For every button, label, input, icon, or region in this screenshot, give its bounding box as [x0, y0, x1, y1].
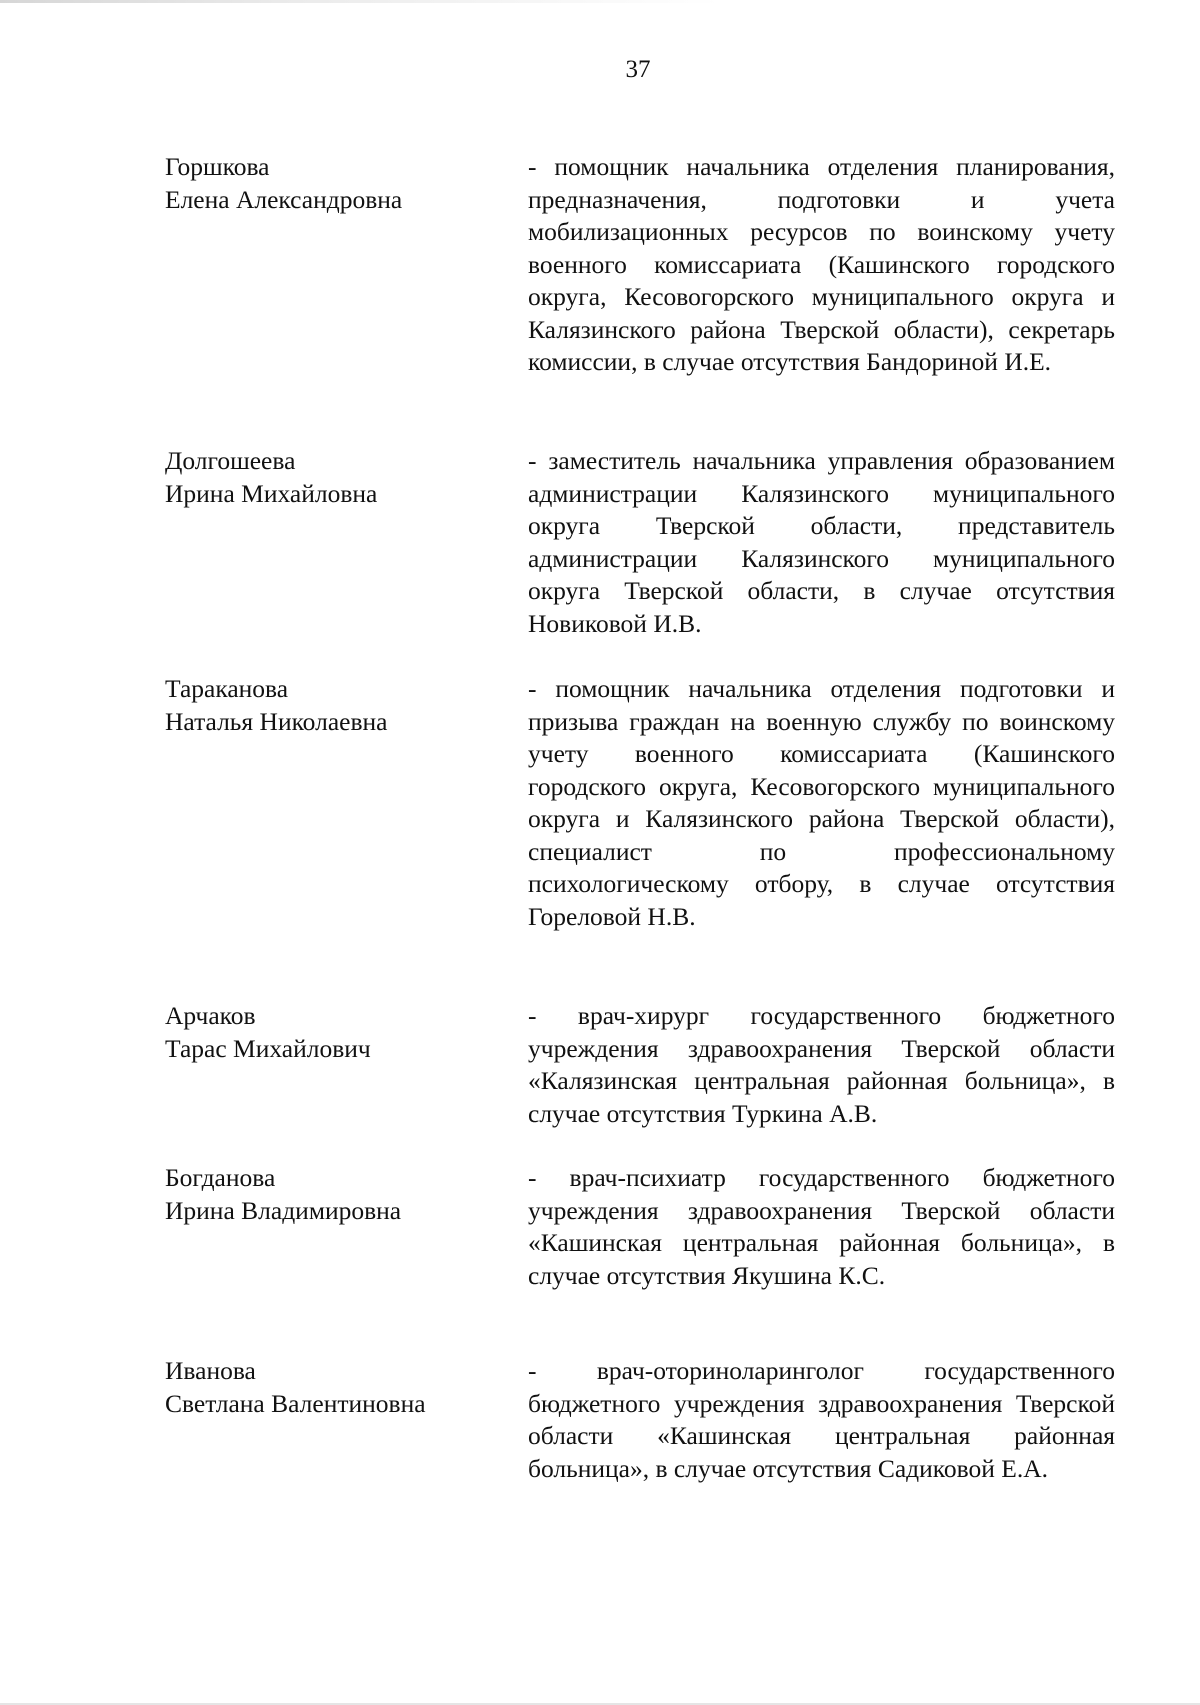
member-name	[165, 445, 505, 510]
member-role: - помощник начальника отделения подготовки и призыва граждан на военную службу по воинскому учету военного комиссариата (Кашинского городского округа, Кесовогорского муниципального округа и Калязинского района Тверской области), специалист по профессиональному психологическому отбору, в случае отсутствия Гореловой Н.В.	[528, 674, 1115, 931]
member-name	[165, 1000, 505, 1065]
page-number: 37	[625, 56, 651, 83]
member-role: - врач-оториноларинголог государственного бюджетного учреждения здравоохранения Тверской области «Кашинская центральная районная больница», в случае отсутствия Садиковой Е.А.	[528, 1356, 1115, 1483]
member-name	[165, 1355, 505, 1420]
member-name	[165, 1162, 505, 1227]
member-given-names: Наталья Николаевна	[165, 706, 388, 736]
member-surname: Тараканова	[165, 674, 289, 703]
member-surname: Иванова	[165, 1356, 256, 1385]
member-role: - помощник начальника отделения планирования, предназначения, подготовки и учета мобилизационных ресурсов по воинскому учету военного комиссариата (Кашинского городского округа, Кесовогорского муниципального округа и Калязинского района Тверской области), секретарь комиссии, в случае отсутствия Бандориной И.Е.	[528, 152, 1115, 376]
member-given-names: Светлана Валентиновна	[165, 1388, 426, 1418]
member-surname: Горшкова	[165, 152, 270, 181]
scan-edge-top	[0, 0, 720, 3]
member-given-names: Ирина Михайловна	[165, 478, 378, 508]
member-given-names: Тарас Михайлович	[165, 1033, 371, 1063]
member-surname: Долгошеева	[165, 446, 296, 475]
member-name	[165, 151, 505, 216]
member-role: - врач-хирург государственного бюджетного учреждения здравоохранения Тверской области «Калязинская центральная районная больница», в случае отсутствия Туркина А.В.	[528, 1001, 1115, 1128]
member-given-names: Ирина Владимировна	[165, 1195, 402, 1225]
member-role: - заместитель начальника управления образованием администрации Калязинского муниципального округа Тверской области, представитель администрации Калязинского муниципального округа Тверской области, в случае отсутствия Новиковой И.В.	[528, 446, 1115, 638]
member-name	[165, 673, 505, 738]
member-surname: Богданова	[165, 1163, 276, 1192]
member-surname: Арчаков	[165, 1001, 256, 1030]
member-given-names: Елена Александровна	[165, 184, 403, 214]
member-role: - врач-психиатр государственного бюджетного учреждения здравоохранения Тверской области «Кашинская центральная районная больница», в случае отсутствия Якушина К.С.	[528, 1163, 1115, 1290]
